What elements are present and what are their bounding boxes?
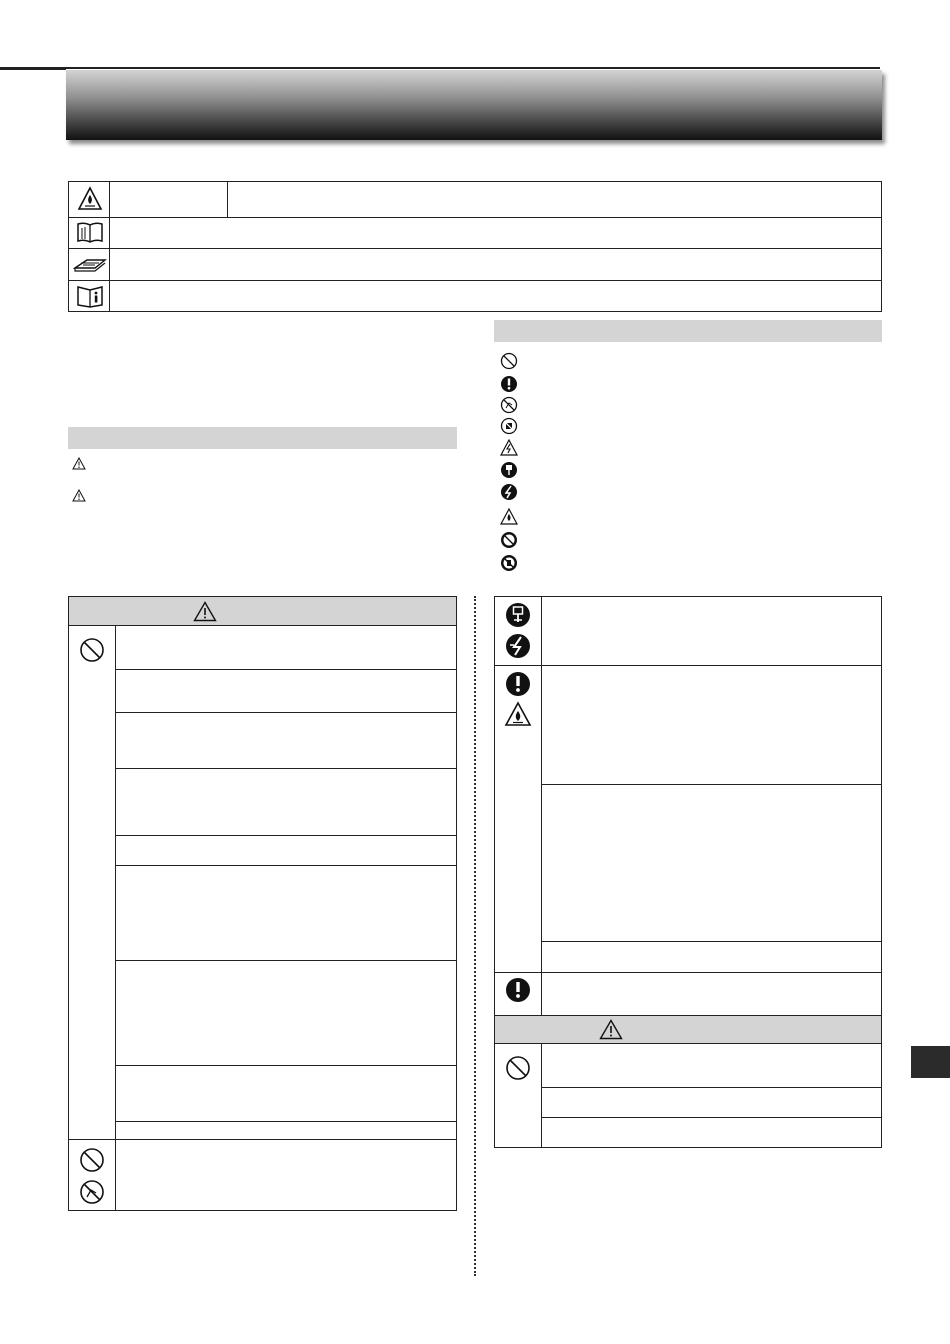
prohibited-icon (500, 352, 518, 370)
mandatory-icon (505, 671, 531, 697)
prohibited-icon (79, 1147, 105, 1173)
top-rule-accent (0, 67, 66, 70)
symbols-table (68, 181, 882, 312)
top-rule (0, 67, 880, 69)
unplug-icon (500, 461, 518, 479)
no-water-icon (79, 1179, 105, 1205)
operation-manual-icon (75, 220, 105, 246)
warning-triangle-icon (72, 457, 86, 470)
ground-icon (500, 483, 518, 501)
service-manual-icon (73, 252, 107, 276)
warning-box-left (68, 596, 457, 1211)
flammable-warning-icon (77, 186, 103, 212)
column-divider (474, 596, 476, 1276)
warning-heading-bar (68, 427, 457, 449)
page-title-banner (66, 70, 882, 140)
symbol-list (500, 350, 880, 580)
warning-triangle-icon (193, 601, 217, 622)
flammable-icon (500, 508, 518, 526)
prohibited-icon (505, 1055, 531, 1081)
flammable-icon (504, 701, 532, 727)
ground-icon (505, 633, 531, 659)
mandatory-icon (505, 977, 531, 1003)
symbol-list-heading-bar (494, 320, 882, 342)
unplug-icon (505, 602, 531, 628)
no-touch-icon (500, 531, 518, 549)
section-tab (911, 1046, 950, 1078)
warning-box-right (494, 596, 882, 1148)
no-disassemble-icon (500, 554, 518, 572)
prohibited-icon (79, 637, 105, 663)
information-manual-icon (75, 283, 105, 309)
no-wet-hands-icon (500, 417, 518, 435)
no-water-icon (500, 396, 518, 414)
caution-triangle-icon (72, 489, 86, 502)
electric-shock-icon (500, 439, 518, 457)
warning-triangle-icon (599, 1019, 623, 1040)
mandatory-icon (500, 375, 518, 393)
